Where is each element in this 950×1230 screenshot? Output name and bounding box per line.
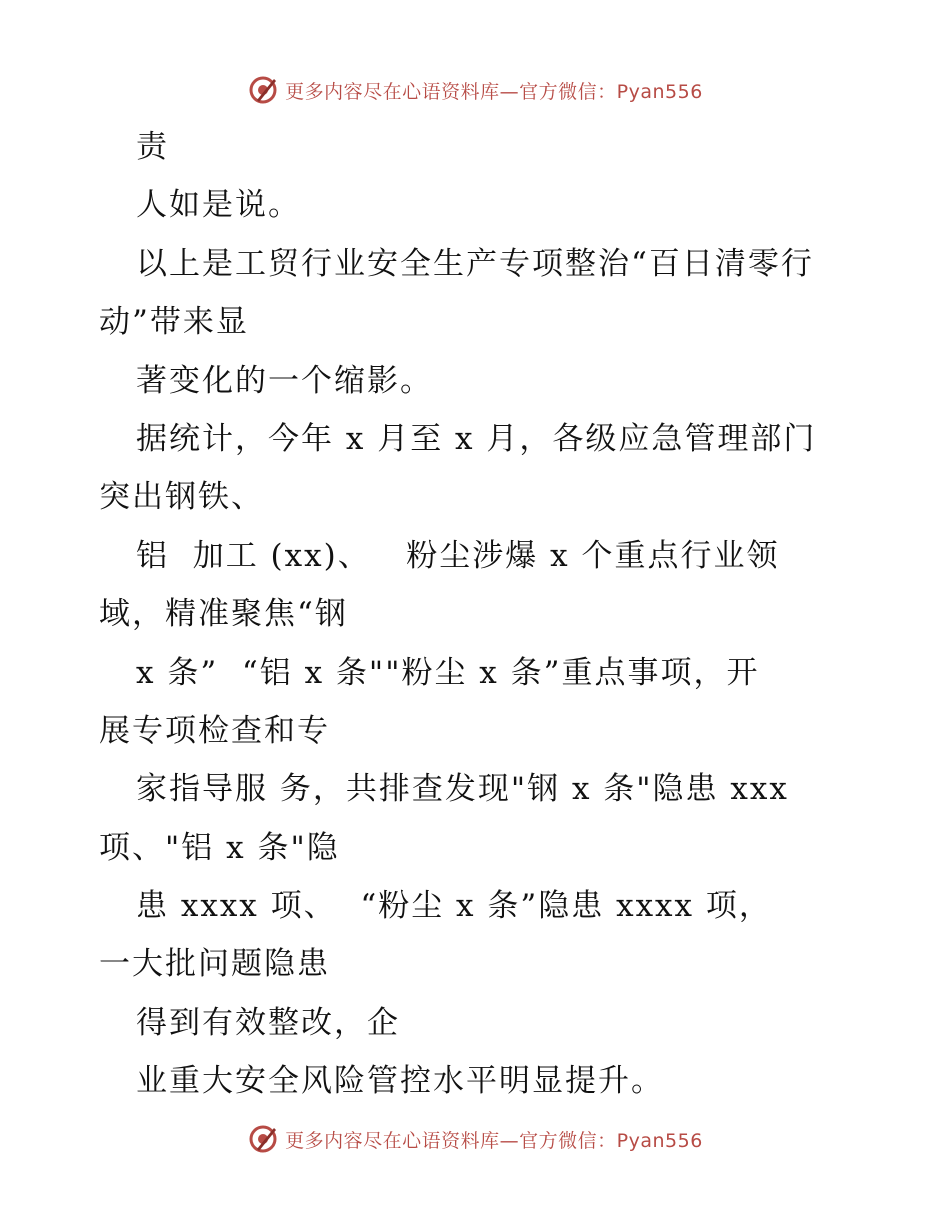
text-line: 著变化的一个缩影。 [136, 362, 433, 399]
footer-banner [0, 1119, 950, 1159]
text-line: 以上是工贸行业安全生产专项整治“百日清零行 [136, 245, 814, 282]
header-banner-text: 更多内容尽在心语资料库—官方微信：Pyan556 [285, 80, 703, 103]
text-line: 家指导服 务，共排查发现"钢 x 条"隐患 xxx [136, 771, 789, 808]
text-line: 据统计，今年 x 月至 x 月，各级应急管理部门 [136, 420, 817, 457]
text-line: 业重大安全风险管控水平明显提升。 [136, 1063, 664, 1100]
text-line: 展专项检查和专 [99, 712, 330, 749]
text-line: 突出钢铁、 [99, 479, 264, 516]
pen-logo-icon [247, 1123, 279, 1155]
header-banner [0, 70, 950, 110]
text-line: 一大批问题隐患 [99, 946, 330, 983]
text-line: 动”带来显 [99, 304, 249, 341]
text-line: x 条” “铝 x 条""粉尘 x 条”重点事项，开 [136, 654, 760, 691]
pen-logo-icon [247, 74, 279, 106]
text-line: 域，精准聚焦“钢 [99, 596, 348, 633]
footer-banner-text: 更多内容尽在心语资料库—官方微信：Pyan556 [285, 1129, 703, 1152]
text-line: 项、"铝 x 条"隐 [99, 829, 340, 866]
text-line: 患 xxxx 项、 “粉尘 x 条”隐患 xxxx 项， [136, 888, 772, 925]
document-body [99, 118, 859, 1111]
text-line: 铝 加工 (xx)、 粉尘涉爆 x 个重点行业领 [136, 537, 780, 574]
text-line: 人如是说。 [136, 187, 301, 224]
text-line: 责 [136, 129, 169, 165]
text-line: 得到有效整改，企 [136, 1004, 400, 1041]
